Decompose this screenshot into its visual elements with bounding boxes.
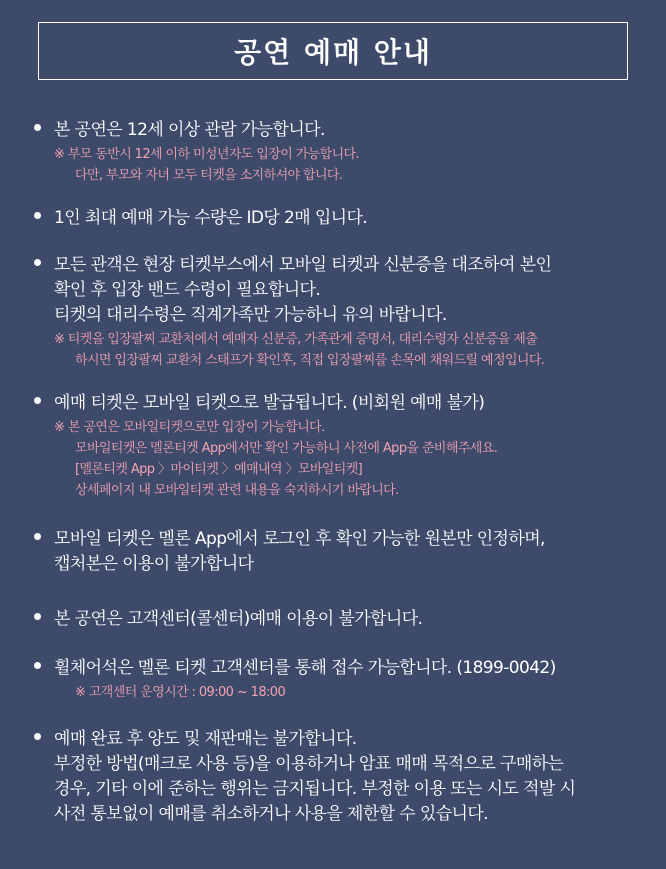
- bullet-icon: [34, 733, 41, 740]
- notice-line: 부정한 방법(매크로 사용 등)을 이용하거나 암표 매매 목적으로 구매하는: [54, 754, 564, 774]
- notice-item-mobile-ticket: [34, 391, 634, 501]
- bullet-icon: [34, 212, 41, 219]
- notice-note: ※ 티켓을 입장팔찌 교환처에서 예매자 신분증, 가족관계 증명서, 대리수령자 신분증을 제출: [54, 332, 538, 347]
- bullet-icon: [34, 613, 41, 620]
- notice-line: 본 공연은 고객센터(콜센터)예매 이용이 불가합니다.: [54, 609, 423, 629]
- notice-line: 티켓의 대리수령은 직계가족만 가능하니 유의 바랍니다.: [54, 305, 447, 325]
- notice-line: 예매 완료 후 양도 및 재판매는 불가합니다.: [54, 729, 357, 749]
- title-box: [38, 22, 628, 80]
- notice-line: 확인 후 입장 밴드 수령이 필요합니다.: [54, 280, 321, 300]
- notice-list: [34, 118, 634, 827]
- notice-note: 다만, 부모와 자녀 모두 티켓을 소지하셔야 합니다.: [75, 168, 343, 183]
- notice-line: 예매 티켓은 모바일 티켓으로 발급됩니다. (비회원 예매 불가): [54, 393, 485, 413]
- bullet-icon: [34, 397, 41, 404]
- notice-item-call-center: [34, 607, 634, 632]
- notice-item-wheelchair: [34, 656, 634, 703]
- notice-item-resale: [34, 727, 634, 827]
- notice-line: 본 공연은 12세 이상 관람 가능합니다.: [54, 120, 325, 140]
- notice-line: 경우, 기타 이에 준하는 행위는 금지됩니다. 부정한 이용 또는 시도 적발 시: [54, 779, 576, 799]
- notice-note: 상세페이지 내 모바일티켓 관련 내용을 숙지하시기 바랍니다.: [75, 483, 399, 498]
- bullet-icon: [34, 662, 41, 669]
- notice-line: 사전 통보없이 예매를 취소하거나 사용을 제한할 수 있습니다.: [54, 804, 488, 824]
- notice-line: 모바일 티켓은 멜론 App에서 로그인 후 확인 가능한 원본만 인정하며,: [54, 529, 545, 549]
- notice-note: [멜론티켓 App 〉마이티켓 〉예매내역 〉모바일티켓]: [75, 462, 363, 477]
- notice-line: 모든 관객은 현장 티켓부스에서 모바일 티켓과 신분증을 대조하여 본인: [54, 255, 552, 275]
- notice-note: ※ 고객센터 운영시간 : 09:00 ~ 18:00: [75, 685, 286, 700]
- notice-item-verification: [34, 253, 634, 371]
- bullet-icon: [34, 259, 41, 266]
- notice-note: 모바일티켓은 멜론티켓 App에서만 확인 가능하니 사전에 App을 준비해주세요.: [75, 441, 498, 456]
- notice-line: 1인 최대 예매 가능 수량은 ID당 2매 입니다.: [54, 208, 368, 228]
- notice-item-limit: [34, 206, 634, 231]
- notice-line: 캡처본은 이용이 불가합니다: [54, 554, 254, 574]
- notice-note: 하시면 입장팔찌 교환처 스태프가 확인후, 직접 입장팔찌를 손목에 채워드릴 예정입니다.: [75, 353, 545, 368]
- notice-item-age: [34, 118, 634, 186]
- notice-item-original-only: [34, 527, 634, 577]
- notice-note: ※ 본 공연은 모바일티켓으로만 입장이 가능합니다.: [54, 420, 325, 435]
- bullet-icon: [34, 124, 41, 131]
- notice-note: ※ 부모 동반시 12세 이하 미성년자도 입장이 가능합니다.: [54, 147, 360, 162]
- notice-line: 휠체어석은 멜론 티켓 고객센터를 통해 접수 가능합니다. (1899-0042): [54, 658, 556, 678]
- bullet-icon: [34, 533, 41, 540]
- page-title: 공연 예매 안내: [234, 36, 432, 69]
